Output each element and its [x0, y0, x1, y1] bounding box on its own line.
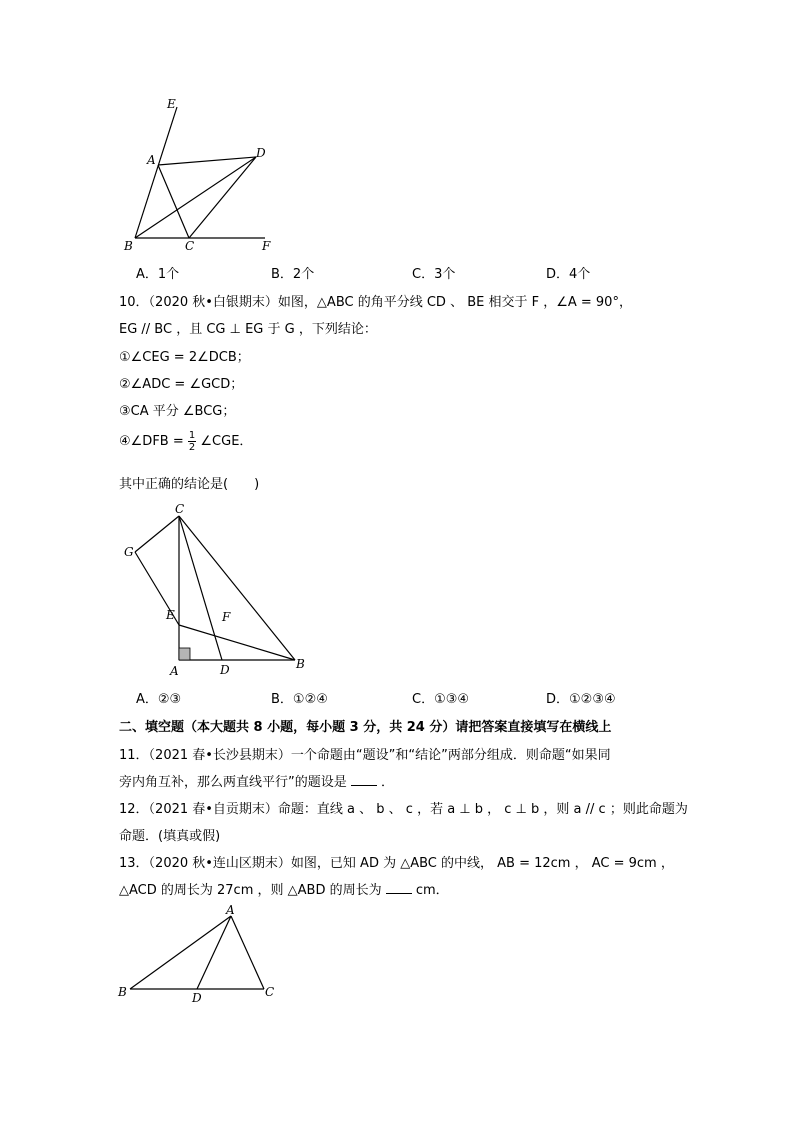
q10-option-d[interactable]: D．①②③④: [546, 692, 616, 707]
q11-line-2-end: ．: [381, 775, 395, 790]
q9-option-b[interactable]: B．2个: [271, 267, 315, 282]
q13-answer-blank[interactable]: [386, 881, 412, 894]
q11-line-2: [119, 771, 394, 790]
fraction-denominator: 2: [188, 442, 196, 453]
figure-1-label-d: D: [256, 146, 266, 160]
fraction-one-half: [188, 430, 196, 453]
figure-2-label-e: E: [166, 608, 175, 622]
q10-conclusion-2: ②∠ADC = ∠GCD；: [119, 377, 244, 392]
q10-stem-line-2: EG // BC ，且 CG ⊥ EG 于 G ，下列结论：: [119, 322, 377, 337]
figure-2-label-b: B: [296, 657, 305, 671]
q12-line-1: 12．（2021 春•自贡期末）命题：直线 a 、 b 、 c ，若 a ⊥ b ， c ⊥ b ，则 a // c ；则此命题为: [119, 802, 688, 817]
q10-conclusion-1: ①∠CEG = 2∠DCB；: [119, 350, 250, 365]
q10-conclusion-4-suffix: ∠CGE．: [200, 434, 253, 449]
q11-line-2-text: 旁内角互补，那么两直线平行”的题设是: [119, 775, 347, 790]
figure-3-label-d: D: [192, 991, 202, 1005]
q10-conclusion-4: [119, 430, 252, 453]
q10-question: 其中正确的结论是( ): [119, 477, 260, 492]
fraction-numerator: 1: [188, 430, 196, 441]
q10-conclusion-3: ③CA 平分 ∠BCG；: [119, 404, 236, 419]
figure-3-diagram: [110, 900, 290, 1005]
figure-3-label-c: C: [265, 985, 275, 999]
figure-3-label-b: B: [118, 985, 127, 999]
figure-1-label-a: A: [147, 153, 156, 167]
q13-line-2: [119, 879, 449, 898]
q10-option-a[interactable]: A．②③: [136, 692, 182, 707]
q12-line-2: 命题．(填真或假): [119, 829, 221, 844]
figure-2-diagram: [115, 500, 315, 680]
q9-option-d[interactable]: D．4个: [546, 267, 591, 282]
q9-option-a[interactable]: A．1个: [136, 267, 180, 282]
q11-answer-blank[interactable]: [351, 773, 377, 786]
figure-1-label-f: F: [262, 239, 271, 253]
q10-conclusion-4-prefix: ④∠DFB =: [119, 434, 184, 449]
q9-option-c[interactable]: C．3个: [412, 267, 456, 282]
q10-stem-line-1: 10．（2020 秋•白银期末）如图，△ABC 的角平分线 CD 、 BE 相交于 F ，∠A = 90°，: [119, 295, 632, 310]
figure-2-label-g: G: [124, 545, 134, 559]
q11-line-1: 11．（2021 春•长沙县期末）一个命题由“题设”和“结论”两部分组成．则命题“如果同: [119, 748, 611, 763]
figure-2-label-a: A: [170, 664, 179, 678]
q13-line-1: 13．（2020 秋•连山区期末）如图，已知 AD 为 △ABC 的中线， AB = 12cm ， AC = 9cm ，: [119, 856, 674, 871]
figure-1-label-b: B: [124, 239, 133, 253]
figure-2-label-f: F: [222, 610, 231, 624]
figure-1-label-c: C: [185, 239, 195, 253]
figure-2-label-c: C: [175, 502, 185, 516]
q10-option-c[interactable]: C．①③④: [412, 692, 470, 707]
figure-2-label-d: D: [220, 663, 230, 677]
q13-line-2-end: cm．: [415, 883, 449, 898]
right-angle-marker: [179, 648, 190, 660]
section-2-heading: 二、填空题（本大题共 8 小题，每小题 3 分，共 24 分）请把答案直接填写在横线上: [119, 720, 612, 735]
q13-line-2-text: △ACD 的周长为 27cm ，则 △ABD 的周长为: [119, 883, 382, 898]
figure-3-label-a: A: [226, 903, 235, 917]
figure-1-label-e: E: [167, 97, 176, 111]
figure-1-diagram: [110, 95, 290, 260]
q10-option-b[interactable]: B．①②④: [271, 692, 328, 707]
